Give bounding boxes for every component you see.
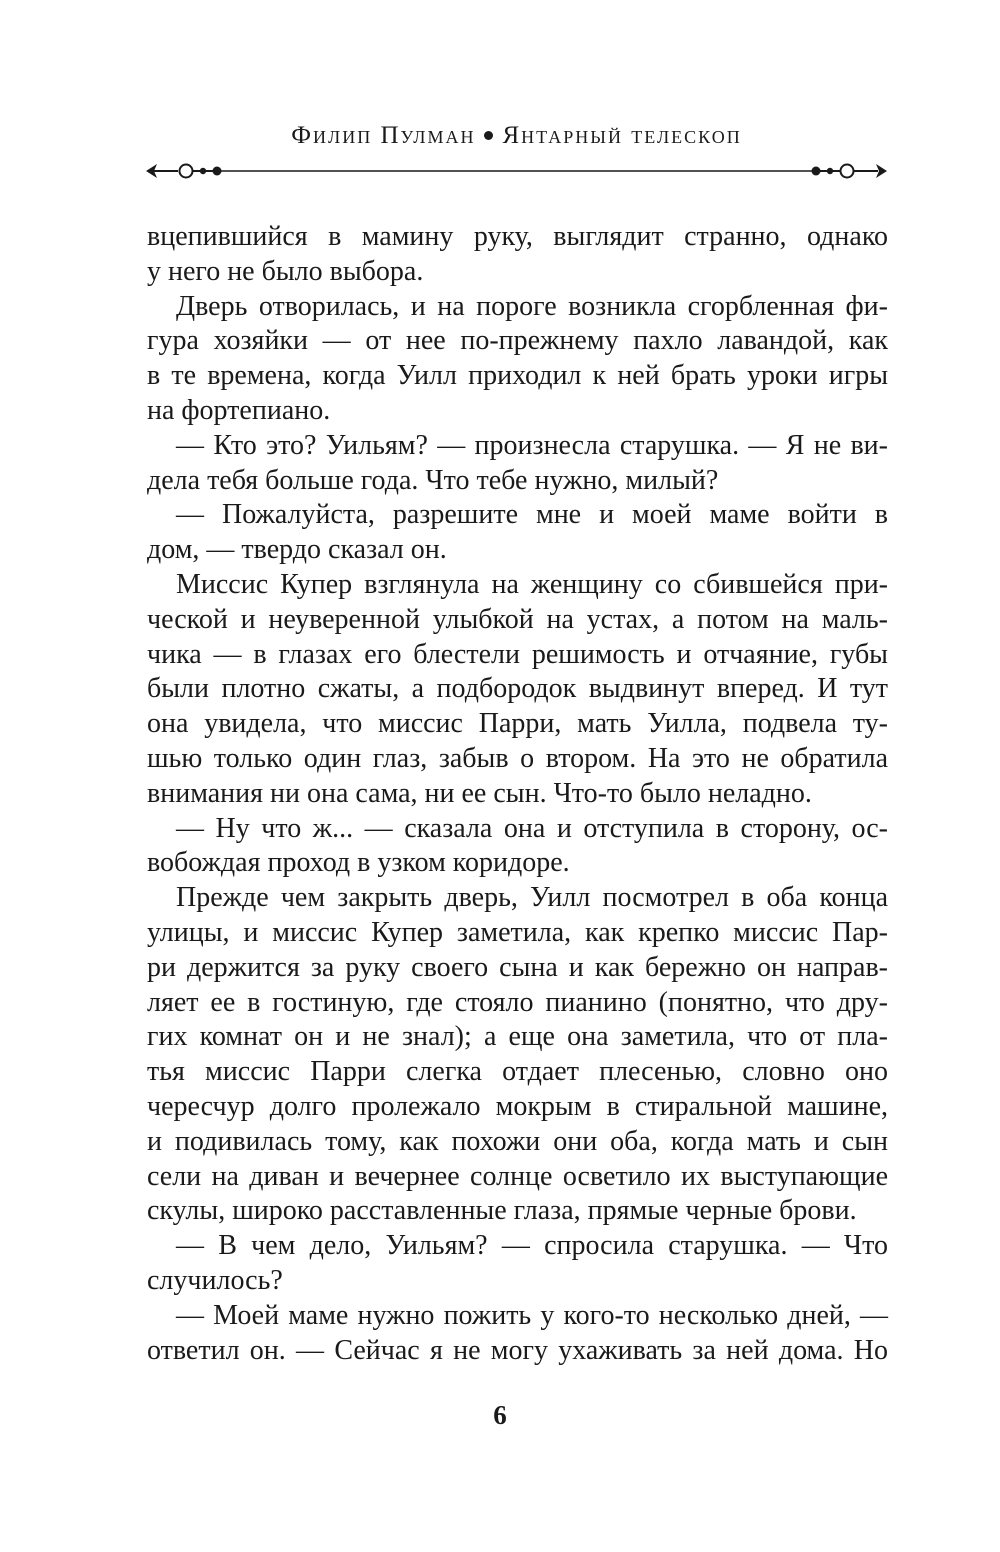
text-line: скулы, широко расставленные глаза, прямые черные брови. (147, 1195, 857, 1227)
text-line: гура хозяйки — от нее по-прежнему пахло лавандой, как (147, 325, 888, 357)
text-line: — В чем дело, Уильям? — спросила старушка. — Что (176, 1230, 888, 1262)
text-line: ляет ее в гостиную, где стояло пианино (понятно, что дру- (147, 986, 888, 1018)
text-line: дом, — твердо сказал он. (147, 534, 447, 566)
text-line: чересчур долго пролежало мокрым в стиральной машине, (147, 1090, 888, 1122)
text-line: — Пожалуйста, разрешите мне и моей маме войти в (176, 499, 888, 531)
text-line: в те времена, когда Уилл приходил к ней брать уроки игры (147, 360, 888, 392)
running-header (145, 122, 888, 150)
header-ornament-rule (145, 158, 888, 184)
text-line: улицы, и миссис Купер заметила, как крепко миссис Пар- (147, 916, 888, 948)
text-line: на фортепиано. (147, 394, 331, 426)
text-line: и подивилась тому, как похожи они оба, когда мать и сын (147, 1125, 888, 1157)
text-line: внимания ни она сама, ни ее сын. Что-то было неладно. (147, 777, 812, 809)
text-line: ответил он. — Сейчас я не могу ухаживать за ней дома. Но (147, 1334, 888, 1366)
text-line: она увидела, что миссис Парри, мать Уилла, подвела ту- (147, 708, 888, 740)
text-line: — Кто это? Уильям? — произнесла старушка. — Я не ви- (176, 429, 888, 461)
text-line: вобождая проход в узком коридоре. (147, 847, 570, 879)
text-line: ческой и неуверенной улыбкой на устах, а потом на маль- (147, 603, 888, 635)
text-line: дела тебя больше года. Что тебе нужно, милый? (147, 464, 719, 496)
text-line: у него не было выбора. (147, 255, 424, 287)
body-text (147, 220, 888, 1368)
text-line: вцепившийся в мамину руку, выглядит странно, однако (147, 221, 888, 252)
header-book-title: Янтарный телескоп (502, 122, 742, 149)
page-number: 6 (493, 1400, 507, 1430)
header-author: Филип Пулман (291, 122, 476, 149)
text-line: сели на диван и вечернее солнце осветило их выступающие (147, 1160, 888, 1192)
text-line: случилось? (147, 1264, 283, 1296)
text-line: шью только один глаз, забыв о втором. На это не обратила (147, 742, 888, 774)
text-line: Дверь отворилась, и на пороге возникла сгорбленная фи- (176, 290, 888, 322)
text-line: гих комнат он и не знал); а еще она заметила, что от пла- (147, 1021, 888, 1053)
text-line: — Моей маме нужно пожить у кого-то несколько дней, — (176, 1299, 888, 1331)
text-line: были плотно сжаты, а подбородок выдвинут вперед. И тут (147, 673, 888, 705)
text-line: Миссис Купер взглянула на женщину со сбившейся при- (176, 568, 888, 600)
text-line: чика — в глазах его блестели решимость и отчаяние, губы (147, 638, 888, 670)
text-line: ри держится за руку своего сына и как бережно он направ- (147, 951, 888, 983)
text-line: Прежде чем закрыть дверь, Уилл посмотрел в оба конца (176, 882, 888, 914)
header-bullet-separator (484, 131, 493, 140)
text-line: тья миссис Парри слегка отдает плесенью, словно оно (147, 1056, 888, 1088)
text-line: — Ну что ж... — сказала она и отступила в сторону, ос- (176, 812, 888, 844)
